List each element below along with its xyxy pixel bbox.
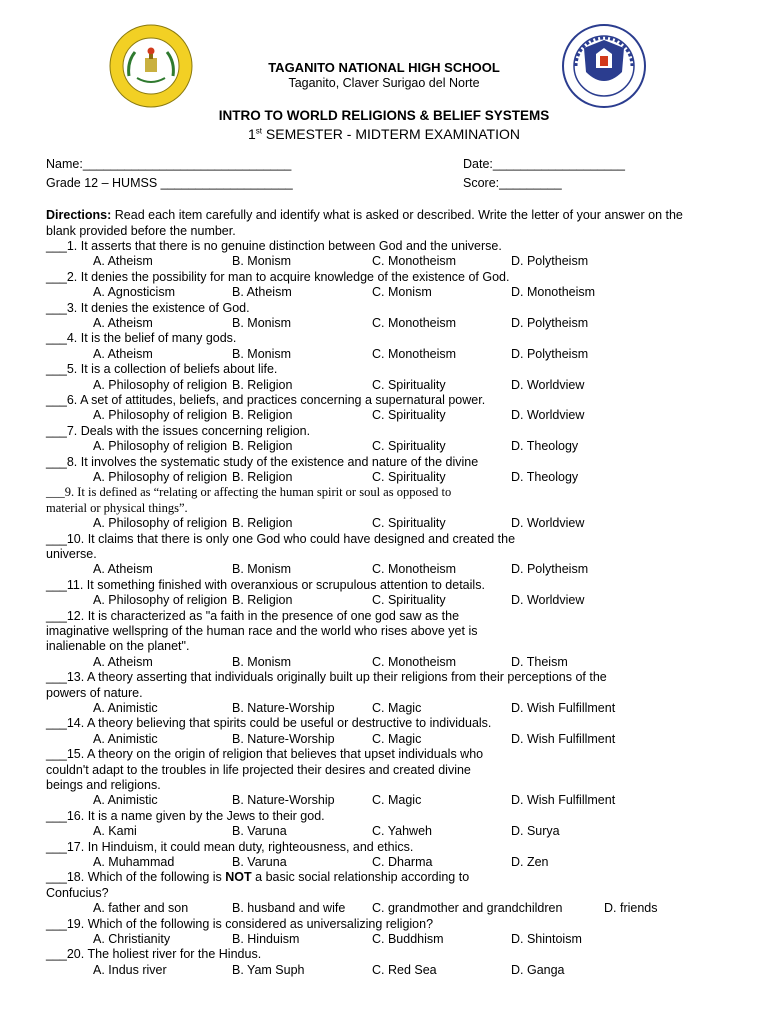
answer-option: A. Animistic	[93, 701, 158, 715]
answer-options	[46, 439, 736, 454]
answer-option: A. Muhammad	[93, 855, 175, 869]
answer-option: D. Shintoism	[511, 932, 582, 946]
question-stem: ___6. A set of attitudes, beliefs, and practices concerning a supernatural power.	[46, 392, 486, 407]
question-stem: ___8. It involves the systematic study of the existence and nature of the divine	[46, 454, 479, 469]
date-field[interactable]: Date:___________________	[463, 157, 625, 171]
answer-option: A. Christianity	[93, 932, 171, 946]
exam-title: INTRO TO WORLD RELIGIONS & BELIEF SYSTEMS	[218, 108, 550, 123]
answer-options	[46, 285, 736, 300]
answer-option: D. Ganga	[511, 962, 565, 977]
answer-option: C. Spirituality	[372, 377, 446, 392]
answer-option: D. Worldview	[511, 593, 585, 608]
answer-option: B. Monism	[232, 562, 292, 577]
answer-option: C. Spirituality	[372, 469, 446, 484]
answer-option: B. Atheism	[232, 285, 292, 300]
answer-option: D. Monotheism	[511, 285, 596, 300]
question-stem: ___18. Which of the following is NOT a basic social relationship according to Confucius?	[46, 870, 470, 900]
answer-options	[46, 963, 736, 978]
answer-option: A. Atheism	[93, 254, 153, 269]
question-stem: ___14. A theory believing that spirits could be useful or destructive to individuals.	[46, 716, 492, 731]
question-stem: ___12. It is characterized as "a faith in the presence of one god saw as the imaginative wellspring of the human race and the world who rises above yet is inalienable on the planet".	[46, 608, 478, 654]
answer-option: D. Polytheism	[511, 254, 589, 269]
answer-option: B. husband and wife	[232, 901, 346, 916]
answer-option: C. Monotheism	[372, 562, 457, 577]
answer-option: D. Wish Fulfillment	[511, 701, 616, 715]
question-stem: ___15. A theory on the origin of religion that believes that upset individuals who couldn't adapt to the troubles in life projected their desires and created divine beings and religions.	[46, 747, 484, 792]
answer-option: D. Polytheism	[511, 562, 589, 577]
answer-options	[46, 470, 736, 485]
question-stem: ___9. It is defined as “relating or affecting the human spirit or soul as opposed to material or physical things”.	[46, 485, 452, 515]
school-address: Taganito, Claver Surigao del Norte	[288, 76, 480, 90]
answer-option: B. Monism	[232, 254, 292, 269]
answer-option: A. Indus river	[93, 962, 167, 977]
answer-option: A. Animistic	[93, 731, 158, 746]
answer-option: D. friends	[604, 901, 658, 916]
answer-option: C. Yahweh	[372, 824, 432, 839]
answer-option: A. Philosophy of religion	[93, 439, 228, 454]
answer-option: B. Yam Suph	[232, 962, 305, 977]
question-list	[46, 239, 736, 978]
answer-option: C. Spirituality	[372, 408, 446, 423]
answer-option: C. Monism	[372, 285, 432, 300]
answer-option: B. Religion	[232, 469, 293, 484]
answer-option: B. Monism	[232, 654, 292, 669]
question-item	[46, 809, 736, 840]
answer-options	[46, 347, 736, 362]
answer-option: B. Nature-Worship	[232, 793, 335, 808]
answer-options	[46, 516, 736, 531]
question-item	[46, 840, 736, 871]
question-stem: ___19. Which of the following is considered as universalizing religion?	[46, 916, 434, 931]
answer-option: A. Atheism	[93, 562, 153, 577]
answer-option: C. Monotheism	[372, 654, 457, 669]
answer-options	[46, 824, 736, 839]
question-stem: ___3. It denies the existence of God.	[46, 300, 250, 315]
answer-options	[46, 254, 736, 269]
question-stem: ___7. Deals with the issues concerning religion.	[46, 423, 311, 438]
question-item	[46, 870, 736, 916]
answer-option: D. Theology	[511, 469, 579, 484]
answer-option: D. Surya	[511, 824, 560, 839]
directions	[46, 208, 696, 239]
answer-option: B. Monism	[232, 346, 292, 361]
answer-option: A. Agnosticism	[93, 285, 175, 300]
question-item	[46, 670, 736, 716]
question-item	[46, 609, 736, 671]
question-stem: ___5. It is a collection of beliefs about life.	[46, 362, 278, 377]
question-stem: ___17. In Hinduism, it could mean duty, righteousness, and ethics.	[46, 839, 414, 854]
answer-option: B. Varuna	[232, 855, 287, 869]
answer-option: A. Atheism	[93, 346, 153, 361]
answer-options	[46, 316, 736, 331]
answer-options	[46, 793, 736, 808]
question-item	[46, 362, 736, 393]
answer-option: D. Wish Fulfillment	[511, 793, 616, 808]
question-stem: ___2. It denies the possibility for man to acquire knowledge of the existence of God.	[46, 269, 510, 284]
answer-option: B. Hinduism	[232, 932, 300, 946]
question-item	[46, 270, 736, 301]
answer-option: B. Religion	[232, 439, 293, 454]
exam-semester: 1st SEMESTER - MIDTERM EXAMINATION	[247, 126, 520, 142]
answer-option: C. grandmother and grandchildren	[372, 901, 563, 916]
question-item	[46, 747, 736, 809]
answer-option: D. Polytheism	[511, 316, 589, 330]
answer-option: C. Magic	[372, 793, 422, 808]
question-stem: ___10. It claims that there is only one God who could have designed and created the universe.	[46, 531, 516, 561]
answer-option: B. Religion	[232, 408, 293, 423]
question-item	[46, 331, 736, 362]
answer-options	[46, 701, 736, 716]
question-item	[46, 917, 736, 948]
question-stem: ___16. It is a name given by the Jews to their god.	[46, 808, 325, 823]
answer-option: C. Spirituality	[372, 439, 446, 454]
answer-option: B. Religion	[232, 593, 293, 608]
answer-options	[46, 378, 736, 393]
score-field[interactable]: Score:_________	[463, 176, 562, 190]
question-item	[46, 716, 736, 747]
answer-option: C. Red Sea	[372, 962, 437, 977]
answer-option: C. Spirituality	[372, 516, 446, 531]
grade-field[interactable]: Grade 12 – HUMSS ___________________	[46, 176, 293, 190]
answer-option: D. Polytheism	[511, 346, 589, 361]
answer-option: C. Spirituality	[372, 593, 446, 608]
answer-options	[46, 593, 736, 608]
directions-label: Directions:	[46, 208, 112, 222]
answer-option: D. Worldview	[511, 377, 585, 392]
answer-option: A. Philosophy of religion	[93, 516, 228, 531]
answer-option: B. Nature-Worship	[232, 731, 335, 746]
answer-option: B. Religion	[232, 516, 293, 531]
question-stem: ___4. It is the belief of many gods.	[46, 331, 237, 346]
answer-options	[46, 562, 736, 577]
answer-option: A. Philosophy of religion	[93, 377, 228, 392]
question-stem: ___13. A theory asserting that individuals originally built up their religions from their perceptions of the powers of nature.	[46, 670, 607, 700]
question-item	[46, 485, 736, 531]
answer-options	[46, 932, 736, 947]
question-stem: ___11. It something finished with overanxious or scrupulous attention to details.	[46, 577, 485, 592]
answer-option: D. Worldview	[511, 516, 585, 531]
answer-option: A. Atheism	[93, 316, 153, 330]
answer-option: C. Monotheism	[372, 254, 457, 269]
question-item	[46, 301, 736, 332]
answer-option: C. Dharma	[372, 855, 433, 869]
question-stem: ___20. The holiest river for the Hindus.	[46, 947, 262, 962]
answer-option: C. Monotheism	[372, 346, 457, 361]
answer-option: D. Theology	[511, 439, 579, 454]
question-item	[46, 424, 736, 455]
question-item	[46, 947, 736, 978]
answer-option: A. Philosophy of religion	[93, 408, 228, 423]
answer-options	[46, 408, 736, 423]
school-name: TAGANITO NATIONAL HIGH SCHOOL	[268, 60, 500, 75]
answer-options	[46, 655, 736, 670]
answer-option: D. Wish Fulfillment	[511, 731, 616, 746]
answer-options	[46, 855, 736, 870]
question-item	[46, 578, 736, 609]
answer-option: A. Philosophy of religion	[93, 469, 228, 484]
answer-option: D. Worldview	[511, 408, 585, 423]
answer-option: D. Zen	[511, 855, 549, 869]
answer-option: B. Varuna	[232, 824, 287, 839]
answer-options	[46, 732, 736, 747]
answer-option: A. Atheism	[93, 654, 153, 669]
answer-option: C. Magic	[372, 701, 422, 715]
answer-option: D. Theism	[511, 654, 568, 669]
answer-option: C. Magic	[372, 731, 422, 746]
answer-option: A. Kami	[93, 824, 137, 839]
question-stem: ___1. It asserts that there is no genuine distinction between God and the universe.	[46, 239, 502, 253]
answer-option: C. Buddhism	[372, 932, 444, 946]
question-item	[46, 532, 736, 578]
answer-option: B. Nature-Worship	[232, 701, 335, 715]
answer-option: A. Philosophy of religion	[93, 593, 228, 608]
answer-option: A. father and son	[93, 901, 189, 916]
answer-option: B. Monism	[232, 316, 292, 330]
question-item	[46, 393, 736, 424]
answer-option: B. Religion	[232, 377, 293, 392]
answer-options	[46, 901, 736, 916]
answer-option: C. Monotheism	[372, 316, 457, 330]
name-field[interactable]: Name:______________________________	[46, 157, 292, 171]
question-item	[46, 239, 736, 270]
answer-option: A. Animistic	[93, 793, 158, 808]
directions-text: Read each item carefully and identify what is asked or described. Write the letter of your answer on the blank provided before the number.	[46, 208, 683, 238]
question-item	[46, 455, 736, 486]
